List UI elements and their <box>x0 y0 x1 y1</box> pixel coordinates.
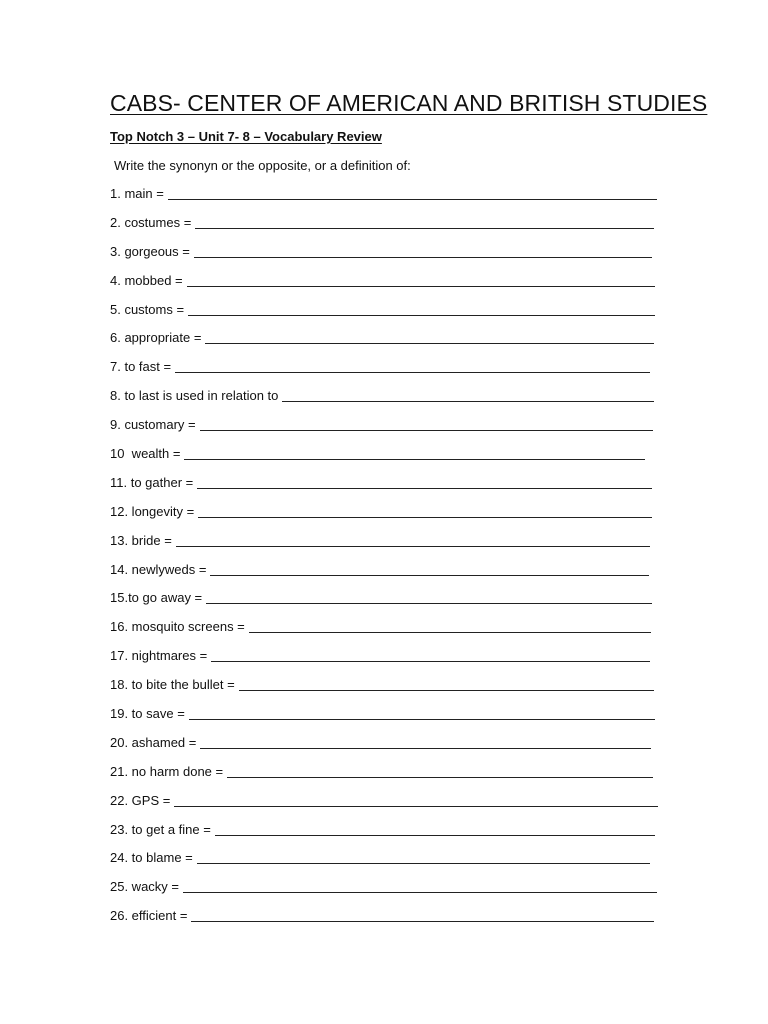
vocabulary-list <box>110 185 660 936</box>
answer-blank-line[interactable] <box>200 734 651 749</box>
vocabulary-item-label: 12. longevity = <box>110 503 195 519</box>
vocabulary-item-label: 1. main = <box>110 186 164 201</box>
vocabulary-item-label: 17. nightmares = <box>110 648 208 664</box>
vocabulary-item-label: 8. to last is used in relation to <box>110 388 279 404</box>
answer-blank-line[interactable] <box>189 705 655 720</box>
vocabulary-item-label: 13. bride = <box>110 532 172 548</box>
answer-blank-line[interactable] <box>187 272 655 287</box>
answer-blank-line[interactable] <box>191 907 654 922</box>
answer-blank-line[interactable] <box>200 416 653 431</box>
vocabulary-item-label: 23. to get a fine = <box>110 821 211 837</box>
vocabulary-item-label: 20. ashamed = <box>110 734 197 750</box>
answer-blank-line[interactable] <box>227 763 653 778</box>
vocabulary-item-label: 11. to gather = <box>110 474 194 490</box>
answer-blank-line[interactable] <box>249 618 651 633</box>
vocabulary-item-label: 26. efficient = <box>110 908 188 924</box>
vocabulary-item <box>110 705 660 734</box>
answer-blank-line[interactable] <box>175 358 650 373</box>
vocabulary-item <box>110 272 660 301</box>
answer-blank-line[interactable] <box>184 445 645 460</box>
answer-blank-line[interactable] <box>206 589 652 604</box>
vocabulary-item-label: 24. to blame = <box>110 850 193 866</box>
vocabulary-item <box>110 474 660 503</box>
vocabulary-item <box>110 416 660 445</box>
vocabulary-item-label: 22. GPS = <box>110 792 171 808</box>
vocabulary-item-label: 18. to bite the bullet = <box>110 677 235 693</box>
vocabulary-item <box>110 301 660 330</box>
vocabulary-item-label: 15.to go away = <box>110 590 203 606</box>
vocabulary-item <box>110 387 660 416</box>
vocabulary-item <box>110 763 660 792</box>
answer-blank-line[interactable] <box>282 387 654 402</box>
vocabulary-item <box>110 792 660 821</box>
answer-blank-line[interactable] <box>239 676 654 691</box>
page-title: CABS- CENTER OF AMERICAN AND BRITISH STUDIES <box>110 90 708 116</box>
vocabulary-item <box>110 878 660 907</box>
answer-blank-line[interactable] <box>215 821 655 836</box>
vocabulary-item-label: 2. costumes = <box>110 214 192 230</box>
answer-blank-line[interactable] <box>194 243 652 258</box>
vocabulary-item-label: 5. customs = <box>110 301 185 317</box>
vocabulary-item-label: 6. appropriate = <box>110 330 202 346</box>
vocabulary-item <box>110 185 660 214</box>
vocabulary-item <box>110 532 660 561</box>
vocabulary-item <box>110 676 660 705</box>
vocabulary-item-label: 10 wealth = <box>110 446 181 462</box>
vocabulary-item-label: 16. mosquito screens = <box>110 619 245 635</box>
vocabulary-item-label: 7. to fast = <box>110 359 172 375</box>
vocabulary-item <box>110 445 660 474</box>
vocabulary-item-label: 9. customary = <box>110 417 196 433</box>
vocabulary-item-label: 4. mobbed = <box>110 272 183 288</box>
answer-blank-line[interactable] <box>211 647 650 662</box>
vocabulary-item <box>110 849 660 878</box>
vocabulary-item-label: 3. gorgeous = <box>110 243 190 259</box>
answer-blank-line[interactable] <box>168 185 657 200</box>
answer-blank-line[interactable] <box>188 301 655 316</box>
vocabulary-item <box>110 503 660 532</box>
vocabulary-item <box>110 329 660 358</box>
vocabulary-item <box>110 561 660 590</box>
answer-blank-line[interactable] <box>174 792 658 807</box>
answer-blank-line[interactable] <box>205 329 654 344</box>
vocabulary-item-label: 19. to save = <box>110 706 185 722</box>
vocabulary-item <box>110 358 660 387</box>
answer-blank-line[interactable] <box>176 532 650 547</box>
vocabulary-item <box>110 907 660 936</box>
answer-blank-line[interactable] <box>183 878 657 893</box>
worksheet-subtitle: Top Notch 3 – Unit 7- 8 – Vocabulary Review <box>110 129 382 144</box>
vocabulary-item <box>110 589 660 618</box>
answer-blank-line[interactable] <box>198 503 652 518</box>
vocabulary-item-label: 25. wacky = <box>110 879 180 895</box>
vocabulary-item <box>110 821 660 850</box>
vocabulary-item-label: 14. newlyweds = <box>110 561 207 577</box>
vocabulary-item <box>110 214 660 243</box>
instruction-text: Write the synonyn or the opposite, or a definition of: <box>114 158 411 173</box>
answer-blank-line[interactable] <box>197 474 652 489</box>
vocabulary-item <box>110 647 660 676</box>
vocabulary-item-label: 21. no harm done = <box>110 763 224 779</box>
answer-blank-line[interactable] <box>195 214 654 229</box>
answer-blank-line[interactable] <box>197 849 650 864</box>
vocabulary-item <box>110 734 660 763</box>
answer-blank-line[interactable] <box>210 561 649 576</box>
vocabulary-item <box>110 243 660 272</box>
vocabulary-item <box>110 618 660 647</box>
